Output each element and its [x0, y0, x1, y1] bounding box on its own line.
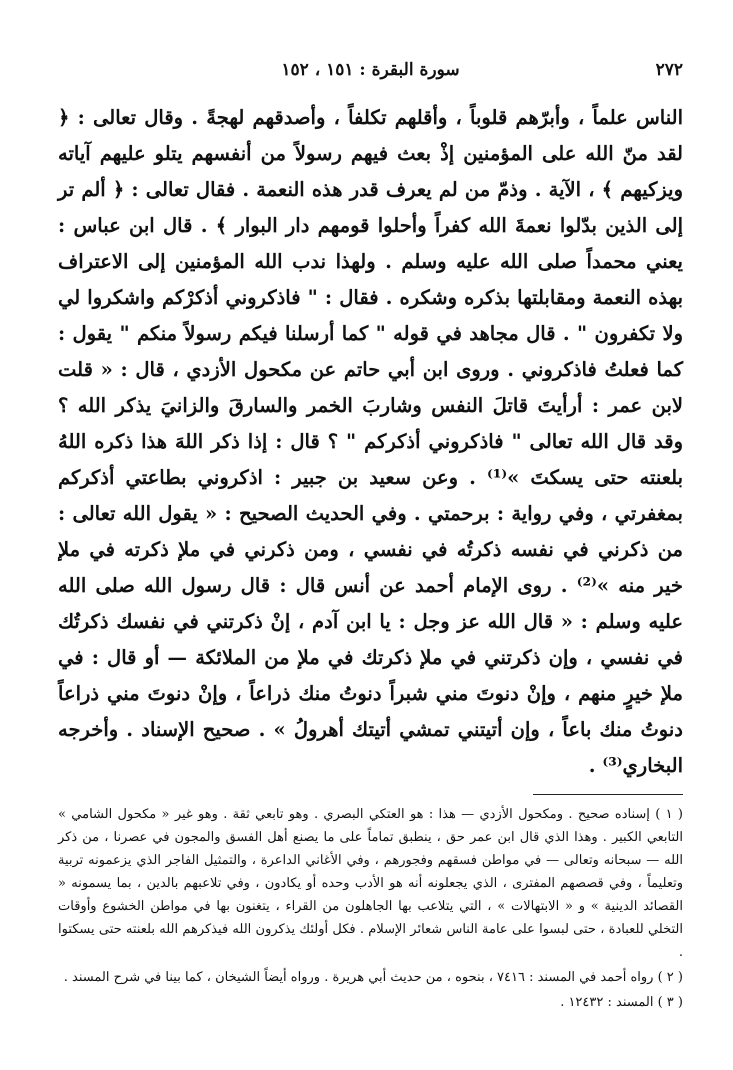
running-head: سورة البقرة : ١٥١ ، ١٥٢ — [281, 60, 460, 80]
footnote-1: ( ١ ) إسناده صحيح . ومكحول الأزدي — هذا : هو العتكي البصري . وهو تابعي ثقة . وهو غير « مكحول الشامي » التابعي الكبير . وهذا الذي قال ابن عمر حق ، ينطبق تماماً على ما يصنع أهل الفسق والمجون في عصرنا ، من ذكر الله — سبحانه وتعالى — في مواطن فسقهم وفجورهم ، وفي الأغاني الداعرة ، والتمثيل الفاجر الذي يزعمونه تربية وتعليماً ، وفي قصصهم المفترى ، الذي يجعلونه أنه هو الأدب وحده أو يكادون ، وفي تلاعبهم بالدين ، بما يسمونه « القصائد الدينية » و « الابتهالات » ، التي يتلاعب بها الجاهلون من القراء ، يتغنون بها في مواطن الخشوع وأوقات التخلي للعبادة ، حتى لبسوا على عامة الناس شعائر الإسلام . فكل أولئك يذكرون الله فيذكرهم الله بلعنته حتى يسكتوا . — [58, 807, 683, 960]
page-header — [58, 60, 683, 86]
footnote-2: ( ٢ ) رواه أحمد في المسند : ٧٤١٦ ، بنحوه ، من حديث أبي هريرة . ورواه أيضاً الشيخان ، كما بينا في شرح المسند . — [63, 970, 683, 985]
footnotes — [58, 803, 683, 1014]
footnote-divider — [533, 794, 683, 795]
book-page — [58, 60, 683, 1016]
main-paragraph: الناس علماً ، وأبرّهم قلوباً ، وأقلهم تكلفاً ، وأصدقهم لهجةً . وقال تعالى : ﴿ لقد منّ الله على المؤمنين إذْ بعث فيهم رسولاً من أنفسهم يتلو عليهم آياته ويزكيهم ﴾ ، الآية . وذمّ من لم يعرف قدر هذه النعمة . فقال تعالى : ﴿ ألم تر إلى الذين بدّلوا نعمةَ الله كفراً وأحلوا قومهم دار البوار ﴾ . قال ابن عباس : يعني محمداً صلى الله عليه وسلم . ولهذا ندب الله المؤمنين إلى الاعتراف بهذه النعمة ومقابلتها بذكره وشكره . فقال : " فاذكروني أذكرْكم واشكروا لي ولا تكفرون " . قال مجاهد في قوله " كما أرسلنا فيكم رسولاً منكم " يقول : كما فعلتُ فاذكروني . وروى ابن أبي حاتم عن مكحول الأزدي ، قال : « قلت لابن عمر : أرأيتَ قاتلَ النفس وشاربَ الخمر والسارقَ والزانيَ يذكر الله ؟ وقد قال الله تعالى " فاذكروني أذكركم " ؟ قال : إذا ذكر اللهَ هذا ذكره اللهُ بلعنته حتى يسكتَ »⁽¹⁾ . وعن سعيد بن جبير : اذكروني بطاعتي أذكركم بمغفرتي ، وفي رواية : برحمتي . وفي الحديث الصحيح : « يقول الله تعالى : من ذكرني في نفسه ذكرتُه في نفسي ، ومن ذكرني في ملإ ذكرته في ملإ خير منه »⁽²⁾ . روى الإمام أحمد عن أنس قال : قال رسول الله صلى الله عليه وسلم : « قال الله عز وجل : يا ابن آدم ، إنْ ذكرتني في نفسك ذكرتُك في نفسي ، وإن ذكرتني في ملإ ذكرتك في ملإ من الملائكة — أو قال : في ملإ خيرٍ منهم ، وإنْ دنوتَ مني شبراً دنوتُ منك ذراعاً ، وإنْ دنوتَ مني ذراعاً دنوتُ منك باعاً ، وإن أتيتني تمشي أتيتك أهرولُ » . صحيح الإسناد . وأخرجه البخاري⁽³⁾ . — [58, 106, 684, 777]
page-number: ٢٧٢ — [655, 60, 683, 80]
main-text — [58, 100, 683, 784]
footnote-3: ( ٣ ) المسند : ١٢٤٣٢ . — [560, 995, 683, 1010]
